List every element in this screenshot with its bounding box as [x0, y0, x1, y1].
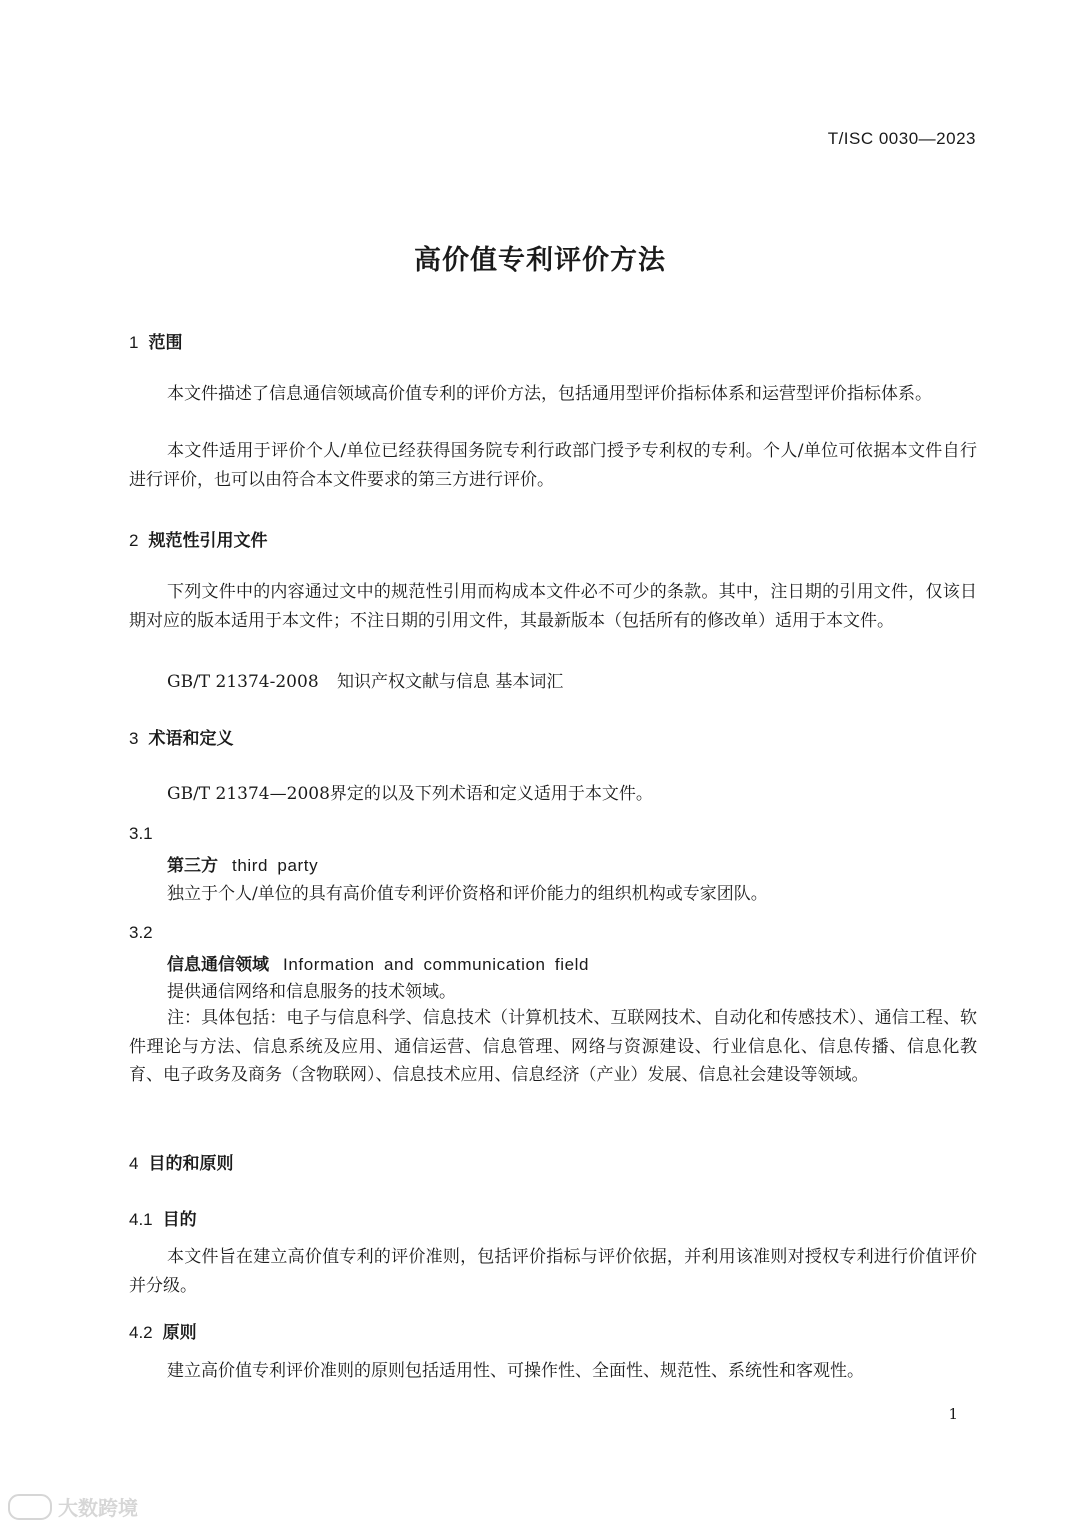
section-3-heading: [129, 724, 233, 749]
document-title: 高价值专利评价方法: [414, 245, 666, 276]
section-number: 2: [129, 531, 139, 550]
term-3-2-definition: 提供通信网络和信息服务的技术领域。: [167, 982, 456, 1002]
section-2-paragraph: 下列文件中的内容通过文中的规范性引用而构成本文件必不可少的条款。其中，注日期的引用文件，仅该日期对应的版本适用于本文件；不注日期的引用文件，其最新版本（包括所有的修改单）适用于本文件。: [129, 582, 977, 631]
reference-title: 知识产权文献与信息 基本词汇: [337, 672, 564, 692]
term-3-2: [167, 950, 589, 975]
term-en: third party: [232, 856, 319, 875]
term-number: 3.2: [129, 923, 153, 942]
page-number: 1: [948, 1405, 958, 1423]
term-zh: 第三方: [167, 856, 218, 876]
section-number: 4.2: [129, 1323, 153, 1342]
term-number: 3.1: [129, 824, 153, 843]
watermark-logo-icon: [8, 1494, 52, 1520]
section-4-1-paragraph: 本文件旨在建立高价值专利的评价准则，包括评价指标与评价依据，并利用该准则对授权专利进行价值评价并分级。: [129, 1247, 977, 1296]
standard-id: T/ISC 0030—2023: [827, 129, 976, 148]
section-4-2-heading: [129, 1318, 197, 1343]
watermark: [8, 1492, 138, 1521]
term-en: Information and communication field: [283, 955, 590, 974]
section-3-intro: GB/T 21374—2008界定的以及下列术语和定义适用于本文件。: [167, 784, 653, 804]
section-title: 目的和原则: [148, 1154, 234, 1174]
section-number: 4: [129, 1154, 139, 1173]
section-number: 3: [129, 729, 139, 748]
section-title: 规范性引用文件: [148, 531, 268, 551]
term-3-2-note: 注：具体包括：电子与信息科学、信息技术（计算机技术、互联网技术、自动化和传感技术）、通信工程、软件理论与方法、信息系统及应用、通信运营、信息管理、网络与资源建设、行业信息化、信息传播、信息化教育、电子政务及商务（含物联网）、信息技术应用、信息经济（产业）发展、信息社会建设等领域。: [129, 1008, 977, 1085]
section-1-paragraph-1: 本文件描述了信息通信领域高价值专利的评价方法，包括通用型评价指标体系和运营型评价指标体系。: [167, 384, 932, 404]
section-2-heading: [129, 526, 267, 551]
section-1-heading: [129, 328, 182, 353]
section-title: 目的: [162, 1210, 197, 1230]
term-zh: 信息通信领域: [167, 955, 269, 975]
term-3-1: [167, 851, 318, 876]
section-title: 术语和定义: [148, 729, 234, 749]
section-title: 范围: [148, 333, 183, 353]
section-4-1-heading: [129, 1205, 197, 1230]
term-3-1-definition: 独立于个人/单位的具有高价值专利评价资格和评价能力的组织机构或专家团队。: [167, 884, 768, 904]
section-number: 1: [129, 333, 139, 352]
section-title: 原则: [162, 1323, 197, 1343]
watermark-text: 大数跨境: [58, 1496, 138, 1520]
section-number: 4.1: [129, 1210, 153, 1229]
section-4-heading: [129, 1149, 233, 1174]
section-1-paragraph-2: 本文件适用于评价个人/单位已经获得国务院专利行政部门授予专利权的专利。个人/单位可依据本文件自行进行评价，也可以由符合本文件要求的第三方进行评价。: [129, 441, 977, 490]
normative-reference: [167, 667, 563, 692]
section-4-2-paragraph: 建立高价值专利评价准则的原则包括适用性、可操作性、全面性、规范性、系统性和客观性。: [167, 1361, 864, 1381]
reference-code: GB/T 21374-2008: [167, 672, 319, 692]
